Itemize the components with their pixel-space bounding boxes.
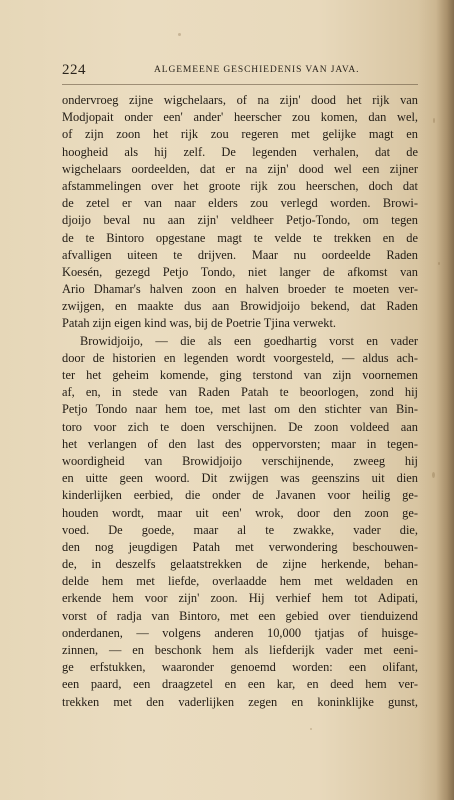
- paper-speck: [433, 118, 435, 123]
- text-line: Modjopait onder een' ander' heerscher zou komen, dan wel,: [62, 110, 418, 125]
- page-number: 224: [62, 62, 86, 78]
- text-line: Petjo Tondo naar hem toe, met last om den stichter van Bin-: [62, 402, 418, 417]
- text-line: of zijn zoon het rijk zou regeren met gelijke magt en: [62, 127, 418, 142]
- text-line: kinderlijken eerbied, die onder de Javanen voor heilig ge-: [62, 488, 418, 503]
- body-text: [62, 92, 418, 711]
- paper-speck: [310, 728, 312, 730]
- text-line: een paard, een draagzetel en een kar, en deed hem ver-: [62, 677, 418, 692]
- text-line: zwijgen, en maakte dus aan Browidjoijo bekend, dat Raden: [62, 299, 418, 314]
- text-line: den nog jeugdigen Patah met verwondering beschouwen-: [62, 539, 418, 554]
- page-gutter-shadow: [436, 0, 454, 800]
- text-line: vorst of radja van Bintoro, met een gebied over tienduizend: [62, 608, 418, 623]
- text-line: Browidjoijo, — die als een goedhartig vorst en vader: [80, 333, 418, 348]
- text-line: de te Bintoro opgestane magt te velde te trekken en de: [62, 230, 418, 245]
- text-line: ge erfstukken, waaronder genoemd worden: een olifant,: [62, 660, 418, 675]
- text-line: de zetel er van naar elders zou verlegd worden. Browi-: [62, 196, 418, 211]
- text-line: djoijo beval nu aan zijn' veldheer Petjo-Tondo, om tegen: [62, 213, 418, 228]
- text-line: Koesén, gezegd Petjo Tondo, niet langer de afkomst van: [62, 264, 418, 279]
- text-line: het verlangen of den last des oppervorsten; maar in tegen-: [62, 436, 418, 451]
- text-line: trekken met den vaderlijken zegen en koninklijke gunst,: [62, 694, 418, 709]
- text-line: afstammelingen over het groote rijk zou heerschen, doch dat: [62, 178, 418, 193]
- text-line: zinnen, — en beschonk hem als liefderijk vader met eeni-: [62, 643, 418, 657]
- paper-speck: [432, 472, 435, 478]
- text-line: houden wordt, maar uit een' wrok, door den zoon ge-: [62, 505, 418, 520]
- text-line: woordigheid van Browidjoijo verschijnende, zweeg hij: [62, 453, 418, 468]
- text-line: Ario Dhamar's halven zoon en halven broeder te moeten ver-: [62, 282, 418, 297]
- text-line: ondervroeg zijne wigchelaars, of na zijn' dood het rijk van: [62, 93, 418, 107]
- text-line: delde hem met liefde, overlaadde hem met weldaden en: [62, 574, 418, 589]
- paper-speck: [438, 262, 440, 265]
- text-line: ter het geheim komende, ging terstond van zijn voornemen: [62, 368, 418, 382]
- text-line: door de historien en legenden wordt voorgesteld, — aldus ach-: [62, 350, 418, 365]
- text-line: onderdanen, — volgens anderen 10,000 tjatjas of huisge-: [62, 625, 418, 640]
- text-line: afvalligen uiteen te drijven. Maar nu oordeelde Raden: [62, 247, 418, 262]
- text-line: hoogheid als hij zelf. De legenden verhalen, dat de: [62, 144, 418, 159]
- text-line: wigchelaars oordeelden, dat er na zijn' dood wel een zijner: [62, 161, 418, 176]
- page-header: [62, 62, 392, 78]
- paper-speck: [178, 33, 181, 36]
- text-line: af, en, in stede van Raden Patah te beoorlogen, zond hij: [62, 385, 418, 400]
- text-line: erkende hem voor zijn' zoon. Hij verhief hem tot Adipati,: [62, 591, 418, 606]
- running-head: ALGEMEENE GESCHIEDENIS VAN JAVA.: [154, 65, 360, 75]
- text-line: en uitte geen woord. Dit zwijgen was geenszins uit dien: [62, 471, 418, 486]
- text-line: Patah zijn eigen kind was, bij de Poetrie Tjina verwekt.: [62, 316, 337, 331]
- text-line: de, in deszelfs gelaatstrekken de zijne herkende, behan-: [62, 557, 418, 572]
- text-line: voed. De goede, maar al te zwakke, vader die,: [62, 522, 418, 537]
- header-rule: [62, 84, 418, 85]
- text-line: toro voor zich te doen verschijnen. De zoon voldeed aan: [62, 419, 418, 434]
